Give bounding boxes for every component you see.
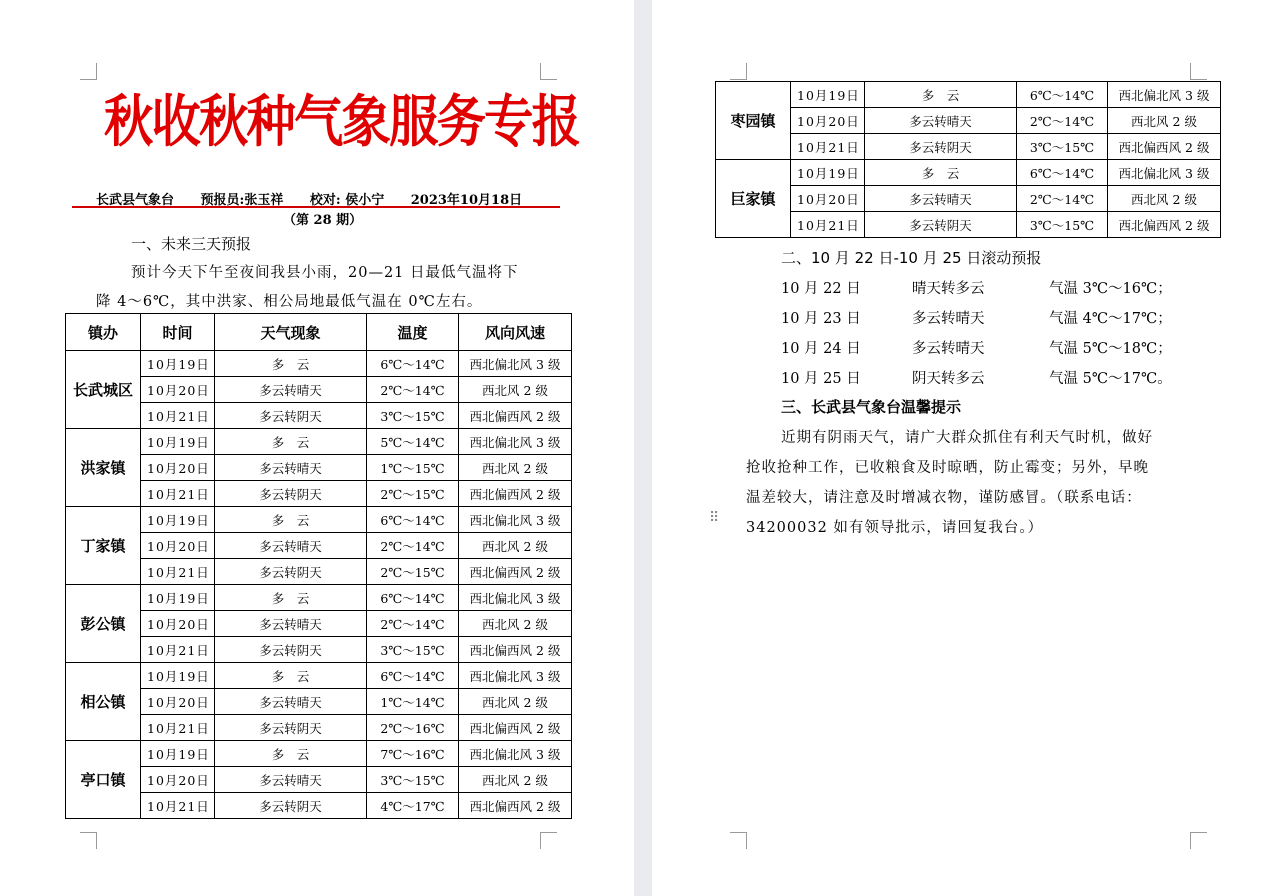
- temperature-range: 2℃～14℃: [367, 377, 459, 403]
- margin-corner-mark: [730, 832, 747, 849]
- temperature-range: 6℃～14℃: [367, 507, 459, 533]
- rolling-temperature: 气温 5℃～17℃。: [1049, 371, 1172, 387]
- weather-condition: 多云转阴天: [215, 715, 367, 741]
- rolling-forecast-row: [781, 307, 1181, 327]
- weather-condition: 多云转阴天: [865, 134, 1017, 160]
- town-name: 相公镇: [66, 663, 141, 741]
- weather-condition: 多云转晴天: [215, 377, 367, 403]
- header-wind: 风向风速: [459, 314, 572, 351]
- header-town: 镇办: [66, 314, 141, 351]
- temperature-range: 7℃～16℃: [367, 741, 459, 767]
- temperature-range: 6℃～14℃: [367, 351, 459, 377]
- wind-info: 西北偏西风 2 级: [1108, 134, 1221, 160]
- weather-condition: 多 云: [215, 351, 367, 377]
- table-row: [66, 455, 572, 481]
- wind-info: 西北偏北风 3 级: [459, 507, 572, 533]
- temperature-range: 3℃～15℃: [1017, 212, 1108, 238]
- margin-corner-mark: [1190, 63, 1207, 80]
- wind-info: 西北风 2 级: [1108, 108, 1221, 134]
- wind-info: 西北偏西风 2 级: [459, 559, 572, 585]
- temperature-range: 6℃～14℃: [367, 585, 459, 611]
- forecast-date: 10月20日: [791, 108, 865, 134]
- tips-line-1: 近期有阴雨天气，请广大群众抓住有利天气时机，做好: [781, 430, 1153, 446]
- wind-info: 西北偏西风 2 级: [459, 403, 572, 429]
- table-row: [66, 403, 572, 429]
- wind-info: 西北偏北风 3 级: [459, 663, 572, 689]
- temperature-range: 3℃～15℃: [1017, 134, 1108, 160]
- forecast-date: 10月19日: [791, 160, 865, 186]
- tips-line-4: 34200032 如有领导批示，请回复我台。）: [746, 520, 1044, 536]
- document-title: 秋收秋种气象服务专报: [104, 89, 580, 155]
- table-row: [66, 715, 572, 741]
- weather-condition: 多 云: [215, 741, 367, 767]
- temperature-range: 2℃～14℃: [1017, 186, 1108, 212]
- town-name: 枣园镇: [716, 82, 791, 160]
- margin-corner-mark: [80, 832, 97, 849]
- section-1-paragraph-line-2: 降 4～6℃，其中洪家、相公局地最低气温在 0℃左右。: [96, 294, 483, 310]
- rolling-forecast-row: [781, 367, 1181, 387]
- red-divider-line: [72, 206, 560, 208]
- table-row: [66, 793, 572, 819]
- weather-condition: 多云转阴天: [215, 559, 367, 585]
- forecast-date: 10月21日: [141, 559, 215, 585]
- table-row: [716, 108, 1221, 134]
- table-row: [716, 212, 1221, 238]
- rolling-date: 10 月 24 日: [781, 341, 861, 357]
- table-row: [66, 559, 572, 585]
- section-3-heading: 三、长武县气象台温馨提示: [781, 398, 962, 416]
- weather-condition: 多云转阴天: [215, 403, 367, 429]
- temperature-range: 2℃～15℃: [367, 559, 459, 585]
- forecast-date: 10月21日: [141, 715, 215, 741]
- rolling-weather: 多云转晴天: [912, 311, 985, 327]
- forecast-table-left: [65, 313, 572, 819]
- wind-info: 西北风 2 级: [459, 689, 572, 715]
- weather-condition: 多云转阴天: [215, 637, 367, 663]
- section-2-heading: 二、10 月 22 日-10 月 25 日滚动预报: [781, 249, 1042, 267]
- forecast-date: 10月20日: [141, 611, 215, 637]
- issue-number: （第 28 期）: [283, 213, 363, 228]
- margin-corner-mark: [1190, 832, 1207, 849]
- table-row: [66, 741, 572, 767]
- wind-info: 西北偏西风 2 级: [459, 637, 572, 663]
- wind-info: 西北偏北风 3 级: [459, 429, 572, 455]
- wind-info: 西北风 2 级: [1108, 186, 1221, 212]
- table-row: [66, 533, 572, 559]
- weather-condition: 多 云: [865, 82, 1017, 108]
- temperature-range: 2℃～15℃: [367, 481, 459, 507]
- temperature-range: 3℃～15℃: [367, 767, 459, 793]
- table-row: [716, 186, 1221, 212]
- forecast-date: 10月21日: [141, 481, 215, 507]
- wind-info: 西北偏北风 3 级: [459, 741, 572, 767]
- weather-condition: 多云转晴天: [215, 455, 367, 481]
- forecast-date: 10月19日: [141, 429, 215, 455]
- margin-corner-mark: [540, 63, 557, 80]
- forecast-date: 10月19日: [141, 507, 215, 533]
- tips-line-3: 温差较大，请注意及时增减衣物，谨防感冒。（联系电话：: [746, 490, 1142, 506]
- table-row: [66, 689, 572, 715]
- temperature-range: 5℃～14℃: [367, 429, 459, 455]
- temperature-range: 4℃～17℃: [367, 793, 459, 819]
- header-time: 时间: [141, 314, 215, 351]
- margin-corner-mark: [80, 63, 97, 80]
- temperature-range: 2℃～14℃: [367, 611, 459, 637]
- weather-condition: 多云转晴天: [865, 186, 1017, 212]
- temperature-range: 6℃～14℃: [1017, 82, 1108, 108]
- town-name: 洪家镇: [66, 429, 141, 507]
- rolling-date: 10 月 23 日: [781, 311, 861, 327]
- table-row: [716, 160, 1221, 186]
- wind-info: 西北风 2 级: [459, 533, 572, 559]
- weather-condition: 多云转阴天: [215, 793, 367, 819]
- forecaster: 预报员:张玉祥: [200, 193, 284, 208]
- forecast-date: 10月19日: [141, 741, 215, 767]
- tips-line-2: 抢收抢种工作，已收粮食及时晾晒，防止霉变；另外，早晚: [746, 460, 1149, 476]
- rolling-date: 10 月 22 日: [781, 281, 861, 297]
- forecast-date: 10月19日: [141, 663, 215, 689]
- town-name: 彭公镇: [66, 585, 141, 663]
- forecast-date: 10月21日: [141, 403, 215, 429]
- rolling-weather: 阴天转多云: [912, 371, 985, 387]
- town-name: 长武城区: [66, 351, 141, 429]
- weather-condition: 多云转阴天: [865, 212, 1017, 238]
- forecast-date: 10月20日: [141, 377, 215, 403]
- forecast-table-right: [715, 81, 1221, 238]
- wind-info: 西北偏北风 3 级: [1108, 82, 1221, 108]
- temperature-range: 6℃～14℃: [1017, 160, 1108, 186]
- weather-condition: 多 云: [865, 160, 1017, 186]
- weather-condition: 多云转晴天: [215, 767, 367, 793]
- weather-condition: 多 云: [215, 507, 367, 533]
- temperature-range: 6℃～14℃: [367, 663, 459, 689]
- table-row: [66, 637, 572, 663]
- table-row: [716, 134, 1221, 160]
- table-row: [66, 507, 572, 533]
- wind-info: 西北偏北风 3 级: [459, 351, 572, 377]
- table-row: [66, 663, 572, 689]
- town-name: 亭口镇: [66, 741, 141, 819]
- paragraph-drag-handle-icon[interactable]: ⠿: [709, 510, 721, 526]
- town-name: 丁家镇: [66, 507, 141, 585]
- weather-condition: 多云转阴天: [215, 481, 367, 507]
- temperature-range: 2℃～14℃: [367, 533, 459, 559]
- wind-info: 西北偏西风 2 级: [1108, 212, 1221, 238]
- table-row: [716, 82, 1221, 108]
- weather-condition: 多 云: [215, 429, 367, 455]
- forecast-date: 10月20日: [791, 186, 865, 212]
- temperature-range: 1℃～14℃: [367, 689, 459, 715]
- forecast-date: 10月20日: [141, 455, 215, 481]
- rolling-temperature: 气温 3℃～16℃；: [1049, 281, 1172, 297]
- wind-info: 西北偏北风 3 级: [459, 585, 572, 611]
- agency-name: 长武县气象台: [96, 193, 175, 208]
- weather-condition: 多云转晴天: [215, 689, 367, 715]
- weather-condition: 多云转晴天: [215, 533, 367, 559]
- section-1-paragraph-line-1: 预计今天下午至夜间我县小雨，20—21 日最低气温将下: [131, 265, 519, 281]
- wind-info: 西北风 2 级: [459, 767, 572, 793]
- temperature-range: 3℃～15℃: [367, 637, 459, 663]
- table-row: [66, 429, 572, 455]
- town-name: 巨家镇: [716, 160, 791, 238]
- wind-info: 西北偏西风 2 级: [459, 715, 572, 741]
- forecast-date: 10月21日: [141, 793, 215, 819]
- weather-condition: 多云转晴天: [865, 108, 1017, 134]
- header-weather: 天气现象: [215, 314, 367, 351]
- wind-info: 西北偏西风 2 级: [459, 793, 572, 819]
- weather-condition: 多 云: [215, 663, 367, 689]
- rolling-weather: 多云转晴天: [912, 341, 985, 357]
- forecast-date: 10月19日: [791, 82, 865, 108]
- temperature-range: 3℃～15℃: [367, 403, 459, 429]
- table-row: [66, 481, 572, 507]
- temperature-range: 1℃～15℃: [367, 455, 459, 481]
- rolling-temperature: 气温 4℃～17℃；: [1049, 311, 1172, 327]
- forecast-date: 10月21日: [791, 134, 865, 160]
- rolling-temperature: 气温 5℃～18℃；: [1049, 341, 1172, 357]
- section-1-heading: 一、未来三天预报: [131, 235, 252, 253]
- wind-info: 西北风 2 级: [459, 611, 572, 637]
- forecast-date: 10月19日: [141, 585, 215, 611]
- table-row: [66, 767, 572, 793]
- table-row: [66, 585, 572, 611]
- forecast-date: 10月21日: [791, 212, 865, 238]
- rolling-weather: 晴天转多云: [912, 281, 985, 297]
- forecast-date: 10月20日: [141, 689, 215, 715]
- temperature-range: 2℃～14℃: [1017, 108, 1108, 134]
- forecast-date: 10月19日: [141, 351, 215, 377]
- rolling-forecast-row: [781, 337, 1181, 357]
- wind-info: 西北偏西风 2 级: [459, 481, 572, 507]
- forecast-date: 10月20日: [141, 767, 215, 793]
- forecast-date: 10月20日: [141, 533, 215, 559]
- temperature-range: 2℃～16℃: [367, 715, 459, 741]
- weather-condition: 多云转晴天: [215, 611, 367, 637]
- margin-corner-mark: [540, 832, 557, 849]
- wind-info: 西北风 2 级: [459, 455, 572, 481]
- wind-info: 西北偏北风 3 级: [1108, 160, 1221, 186]
- forecast-date: 10月21日: [141, 637, 215, 663]
- header-temperature: 温度: [367, 314, 459, 351]
- table-row: [66, 377, 572, 403]
- issue-date: 2023年10月18日: [410, 193, 523, 208]
- table-row: [66, 611, 572, 637]
- weather-condition: 多 云: [215, 585, 367, 611]
- rolling-date: 10 月 25 日: [781, 371, 861, 387]
- wind-info: 西北风 2 级: [459, 377, 572, 403]
- rolling-forecast-row: [781, 277, 1181, 297]
- margin-corner-mark: [730, 63, 747, 80]
- proofreader: 校对: 侯小宁: [309, 193, 385, 208]
- table-row: [66, 351, 572, 377]
